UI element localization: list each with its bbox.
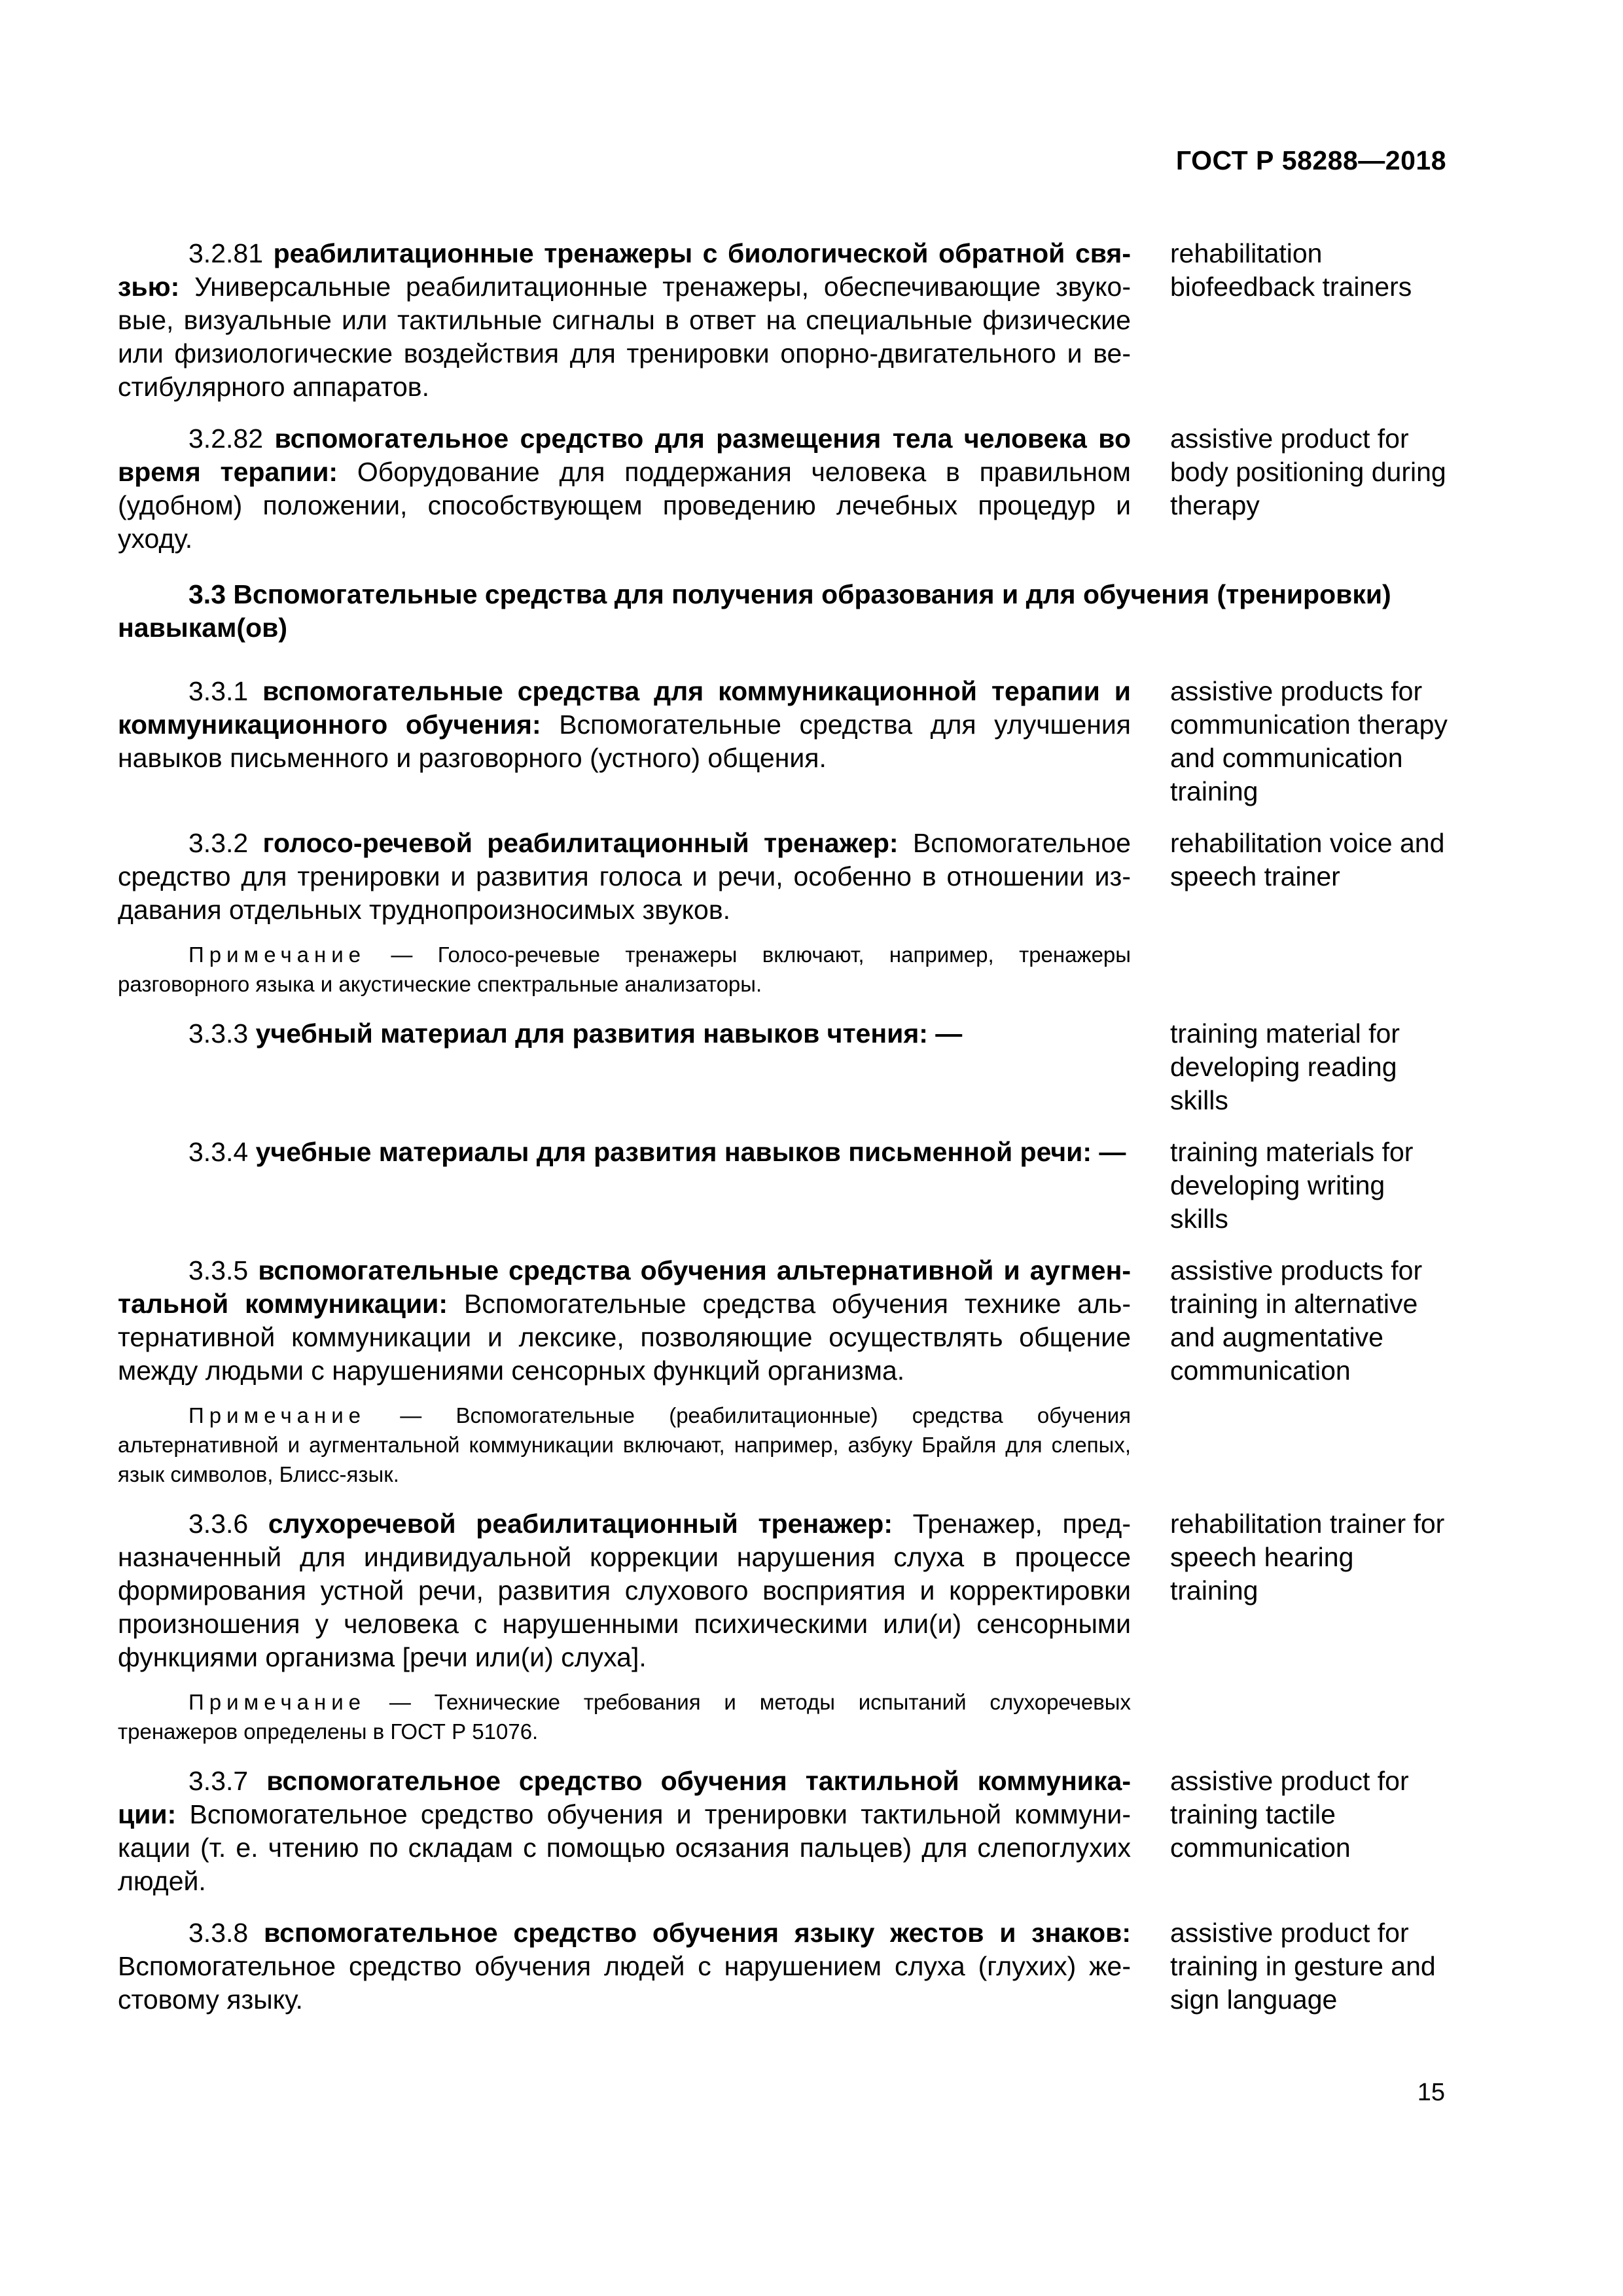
term-definition-ru: [118, 1916, 1131, 2017]
term-title: вспомогательные средства для коммуникационной терапии и коммуникационного обучения:: [118, 676, 1131, 740]
term-definition-ru: [118, 1507, 1131, 1746]
term-english: assistive products for communication therapy and communication training: [1170, 676, 1448, 806]
term-note: [118, 1401, 1131, 1489]
term-text: Вспомогательное средство для тренировки и развития голоса и речи, особенно в отношении из-давания отдельных труднопроизносимых звуков.: [118, 828, 1131, 925]
term-english: training material for developing reading skills: [1170, 1018, 1400, 1115]
term-number: 3.3.3: [188, 1018, 249, 1049]
term-title: слухоречевой реабилитационный тренажер:: [268, 1509, 893, 1539]
term-number: 3.3.1: [188, 676, 249, 706]
term-definition-ru: [118, 1765, 1131, 1898]
term-note: [118, 1687, 1131, 1746]
term-title: вспомогательные средства обучения альтернативной и аугмен-тальной коммуникации:: [118, 1255, 1131, 1319]
term-entry-3-3-7: [118, 1765, 1448, 1898]
term-entry-3-3-6: [118, 1507, 1448, 1746]
section-heading-3-3: 3.3 Вспомогательные средства для получения образования и для обучения (тренировки) навыкам(ов): [118, 579, 1391, 643]
term-entry-3-3-3: [118, 1017, 1448, 1117]
note-text: — Голосо-речевые тренажеры включают, например, тренажеры разговорного языка и акустические спектральные анализаторы.: [118, 942, 1131, 996]
term-english: rehabilitation voice and speech trainer: [1170, 828, 1445, 891]
term-title: учебный материал для развития навыков чтения: —: [255, 1018, 963, 1049]
term-title: вспомогательное средство обучения тактильной коммуника-ции:: [118, 1766, 1131, 1829]
term-definition-ru: [118, 237, 1131, 404]
term-definition-ru: [118, 675, 1131, 808]
term-english: rehabilitation trainer for speech hearing training: [1170, 1509, 1445, 1605]
term-entry-3-3-2: [118, 827, 1448, 999]
term-definition-ru: [118, 1254, 1131, 1489]
term-title: вспомогательное средство для размещения тела человека во время терапии:: [118, 423, 1131, 487]
term-entry-3-3-4: [118, 1136, 1448, 1236]
term-english: rehabilitation biofeedback trainers: [1170, 238, 1412, 302]
note-text: — Вспомогательные (реабилитационные) средства обучения альтернативной и аугментальной коммуникации включают, например, азбуку Брайля для слепых, язык символов, Блисс-язык.: [118, 1403, 1132, 1486]
term-number: 3.2.81: [188, 238, 263, 268]
term-entry-3-2-82: [118, 422, 1448, 556]
term-title: реабилитационные тренажеры с биологической обратной свя-зью:: [118, 238, 1131, 302]
term-entry-3-3-5: [118, 1254, 1448, 1489]
term-definition-ru: [118, 1136, 1131, 1236]
term-note: [118, 940, 1131, 999]
term-definition-ru: [118, 827, 1131, 999]
term-title: учебные материалы для развития навыков письменной речи: —: [255, 1137, 1126, 1167]
term-entry-3-3-1: [118, 675, 1448, 808]
term-english: assistive product for body positioning during therapy: [1170, 423, 1446, 520]
term-title: голосо-речевой реабилитационный тренажер:: [262, 828, 899, 858]
note-label: Примечание: [188, 1403, 366, 1427]
page-number: 15: [1417, 2079, 1445, 2106]
note-label: Примечание: [188, 942, 366, 967]
term-number: 3.3.4: [188, 1137, 249, 1167]
term-text: Тренажер, пред-назначенный для индивидуальной коррекции нарушения слуха в процессе формирования устной речи, развития слухового восприятия и корректировки произношения у человека с нарушенными психическими или(и) сенсорными функциями организма [речи или(и) слуха].: [118, 1509, 1131, 1672]
term-text: Вспомогательное средство обучения и тренировки тактильной коммуни-кации (т. е. чтению по складам с помощью осязания пальцев) для слепоглухих людей.: [118, 1799, 1131, 1896]
term-english: assistive product for training tactile communication: [1170, 1766, 1409, 1863]
term-text: Оборудование для поддержания человека в правильном (удобном) положении, способствующем проведению лечебных процедур и уходу.: [118, 457, 1131, 554]
term-number: 3.3.2: [188, 828, 249, 858]
document-header: ГОСТ Р 58288—2018: [1175, 145, 1446, 175]
term-number: 3.3.6: [188, 1509, 249, 1539]
term-text: Вспомогательные средства обучения технике аль-тернативной коммуникации и лексике, позволяющие осуществлять общение между людьми с нарушениями сенсорных функций организма.: [118, 1289, 1131, 1386]
term-text: Вспомогательное средство обучения людей с нарушением слуха (глухих) же-стовому языку.: [118, 1951, 1131, 2015]
term-number: 3.2.82: [188, 423, 263, 454]
term-english: assistive products for training in alternative and augmentative communication: [1170, 1255, 1423, 1386]
term-text: Вспомогательные средства для улучшения навыков письменного и разговорного (устного) общения.: [118, 709, 1131, 773]
term-text: Универсальные реабилитационные тренажеры, обеспечивающие звуко-вые, визуальные или тактильные сигналы в ответ на специальные физические или физиологические воздействия для тренировки опорно-двигательного и ве-стибулярного аппаратов.: [118, 272, 1131, 402]
document-body: [118, 237, 1448, 2035]
note-text: — Технические требования и методы испытаний слухоречевых тренажеров определены в ГОСТ Р 51076.: [118, 1690, 1131, 1744]
term-number: 3.3.8: [188, 1918, 249, 1948]
term-entry-3-2-81: [118, 237, 1448, 404]
term-definition-ru: [118, 1017, 1131, 1117]
term-english: training materials for developing writing skills: [1170, 1137, 1414, 1234]
term-definition-ru: [118, 422, 1131, 556]
term-title: вспомогательное средство обучения языку жестов и знаков:: [263, 1918, 1131, 1948]
term-number: 3.3.5: [188, 1255, 249, 1285]
note-label: Примечание: [188, 1690, 366, 1714]
term-number: 3.3.7: [188, 1766, 249, 1796]
term-english: assistive product for training in gesture and sign language: [1170, 1918, 1436, 2015]
term-entry-3-3-8: [118, 1916, 1448, 2017]
